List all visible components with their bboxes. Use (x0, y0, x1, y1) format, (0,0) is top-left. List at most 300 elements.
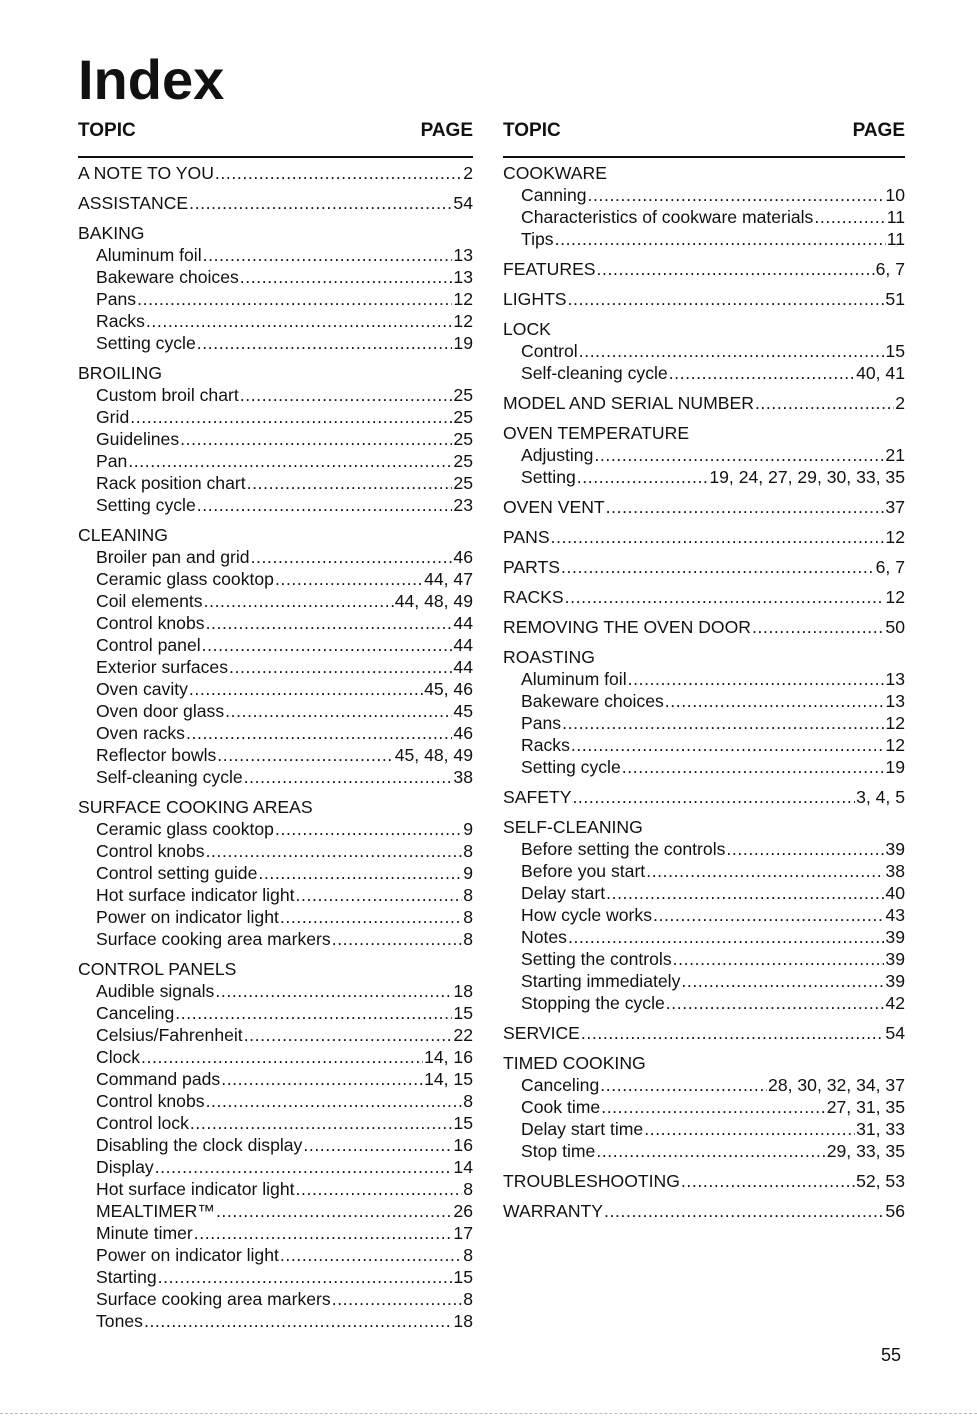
index-entry (78, 1002, 473, 1024)
entry-page: 43 (885, 905, 905, 925)
entry-page: 25 (453, 407, 473, 427)
entry-label: REMOVING THE OVEN DOOR (503, 617, 751, 637)
entry-label: Disabling the clock display (96, 1135, 303, 1155)
dot-leader (275, 568, 423, 590)
entry-page: 8 (463, 1289, 473, 1309)
entry-label: SERVICE (503, 1023, 580, 1043)
dot-leader (280, 1244, 462, 1266)
entry-label: Setting (521, 467, 576, 487)
entry-label: ASSISTANCE (78, 193, 189, 213)
entry-page: 15 (453, 1267, 473, 1287)
index-entry (78, 472, 473, 494)
entry-page: 8 (463, 1091, 473, 1111)
entry-page: 8 (463, 885, 473, 905)
entry-label: Setting cycle (96, 333, 196, 353)
dot-leader (244, 1024, 453, 1046)
index-entry (503, 1140, 905, 1162)
index-entry (78, 818, 473, 840)
entry-page: 45, 46 (424, 679, 473, 699)
index-entry (503, 556, 905, 578)
entry-page: 42 (885, 993, 905, 1013)
entry-label: Pan (96, 451, 128, 471)
entry-label: Canceling (96, 1003, 175, 1023)
index-entry (78, 568, 473, 590)
entry-page: 6, 7 (875, 259, 905, 279)
index-groups-left (78, 162, 473, 1332)
index-column-left (78, 120, 473, 1332)
entry-page: 13 (885, 669, 905, 689)
entry-label: Rack position chart (96, 473, 246, 493)
entry-page: 31, 33 (856, 1119, 905, 1139)
entry-label: Pans (96, 289, 137, 309)
dot-leader (141, 1046, 423, 1068)
dot-leader (251, 546, 453, 568)
entry-page: 46 (453, 723, 473, 743)
index-entry (503, 526, 905, 548)
dot-leader (303, 1134, 452, 1156)
entry-page: 37 (885, 497, 905, 517)
entry-label: OVEN VENT (503, 497, 605, 517)
page-header: PAGE (420, 120, 473, 141)
entry-label: Delay start (521, 883, 606, 903)
index-entry (78, 1134, 473, 1156)
entry-page: 44 (453, 635, 473, 655)
index-group (503, 258, 905, 280)
entry-label: MODEL AND SERIAL NUMBER (503, 393, 754, 413)
entry-page: 12 (885, 713, 905, 733)
dot-leader (555, 228, 886, 250)
dot-leader (258, 862, 462, 884)
index-entry (78, 766, 473, 788)
index-entry (503, 690, 905, 712)
entry-page: 19, 24, 27, 29, 30, 33, 35 (709, 467, 905, 487)
dot-leader (577, 466, 709, 488)
dot-leader (240, 266, 453, 288)
entry-label: Command pads (96, 1069, 221, 1089)
entry-label: TROUBLESHOOTING (503, 1171, 680, 1191)
entry-label: Control knobs (96, 841, 205, 861)
dot-leader (186, 722, 452, 744)
entry-label: Bakeware choices (96, 267, 239, 287)
entry-page: 14 (453, 1157, 473, 1177)
bottom-edge (0, 1413, 977, 1414)
index-entry (78, 288, 473, 310)
entry-label: MEALTIMER™ (96, 1201, 215, 1221)
page-title: Index (78, 48, 225, 111)
dot-leader (665, 690, 885, 712)
column-header (78, 120, 473, 146)
index-entry (503, 392, 905, 414)
entry-page: 12 (885, 587, 905, 607)
dot-leader (579, 340, 885, 362)
dot-leader (217, 744, 393, 766)
index-group (503, 162, 905, 250)
index-entry (78, 744, 473, 766)
entry-page: 25 (453, 451, 473, 471)
dot-leader (653, 904, 884, 926)
topic-header: TOPIC (78, 120, 136, 141)
entry-page: 39 (885, 971, 905, 991)
index-heading: CLEANING (78, 525, 168, 545)
entry-page: 14, 16 (424, 1047, 473, 1067)
index-entry (78, 1266, 473, 1288)
dot-leader (606, 496, 885, 518)
dot-leader (202, 634, 453, 656)
index-entry (503, 904, 905, 926)
entry-page: 23 (453, 495, 473, 515)
entry-page: 39 (885, 839, 905, 859)
dot-leader (568, 288, 885, 310)
entry-page: 12 (453, 289, 473, 309)
entry-page: 11 (886, 229, 905, 249)
entry-label: Oven racks (96, 723, 185, 743)
dot-leader (681, 1170, 855, 1192)
index-entry (78, 840, 473, 862)
entry-page: 54 (885, 1023, 905, 1043)
column-header (503, 120, 905, 146)
index-entry (503, 756, 905, 778)
index-entry (78, 884, 473, 906)
index-group (78, 796, 473, 950)
dot-leader (562, 712, 884, 734)
entry-page: 9 (463, 819, 473, 839)
entry-label: Stop time (521, 1141, 596, 1161)
entry-label: Power on indicator light (96, 907, 279, 927)
entry-label: Pans (521, 713, 562, 733)
entry-label: Coil elements (96, 591, 203, 611)
index-entry (78, 980, 473, 1002)
entry-label: Surface cooking area markers (96, 929, 331, 949)
index-entry (503, 228, 905, 250)
entry-label: Racks (521, 735, 570, 755)
entry-page: 18 (453, 981, 473, 1001)
entry-label: Reflector bowls (96, 745, 217, 765)
entry-label: Canceling (521, 1075, 600, 1095)
dot-leader (726, 838, 884, 860)
index-entry (78, 384, 473, 406)
index-entry (503, 786, 905, 808)
page-header: PAGE (852, 120, 905, 141)
dot-leader (247, 472, 453, 494)
index-group (503, 1170, 905, 1192)
entry-page: 18 (453, 1311, 473, 1331)
index-entry (503, 882, 905, 904)
index-entry (78, 1068, 473, 1090)
index-entry (503, 616, 905, 638)
entry-label: Cook time (521, 1097, 601, 1117)
dot-leader (296, 1178, 463, 1200)
index-group (503, 1052, 905, 1162)
entry-page: 9 (463, 863, 473, 883)
dot-leader (215, 980, 452, 1002)
index-group (503, 586, 905, 608)
entry-page: 25 (453, 473, 473, 493)
entry-label: LIGHTS (503, 289, 567, 309)
entry-page: 27, 31, 35 (826, 1097, 905, 1117)
dot-leader (206, 612, 453, 634)
index-group (503, 616, 905, 638)
dot-leader (229, 656, 452, 678)
entry-label: Broiler pan and grid (96, 547, 250, 567)
dot-leader (144, 1310, 452, 1332)
index-entry (78, 906, 473, 928)
entry-page: 8 (463, 841, 473, 861)
entry-page: 26 (453, 1201, 473, 1221)
dot-leader (203, 244, 453, 266)
entry-page: 8 (463, 907, 473, 927)
index-entry (78, 1244, 473, 1266)
entry-page: 13 (453, 245, 473, 265)
entry-page: 46 (453, 547, 473, 567)
index-group (503, 816, 905, 1014)
index-entry (78, 1178, 473, 1200)
entry-label: Clock (96, 1047, 140, 1067)
entry-label: Exterior surfaces (96, 657, 228, 677)
index-entry (503, 1074, 905, 1096)
index-entry (503, 184, 905, 206)
entry-label: Self-cleaning cycle (96, 767, 243, 787)
index-group (503, 422, 905, 488)
index-entry (78, 162, 473, 184)
index-entry (78, 406, 473, 428)
index-entry (78, 722, 473, 744)
entry-label: Control (521, 341, 578, 361)
entry-page: 40 (885, 883, 905, 903)
index-entry (503, 970, 905, 992)
entry-label: Setting cycle (521, 757, 621, 777)
dot-leader (581, 1022, 885, 1044)
entry-label: Control panel (96, 635, 201, 655)
entry-page: 44 (453, 613, 473, 633)
index-entry (78, 450, 473, 472)
header-rule (78, 156, 473, 158)
entry-label: Celsius/Fahrenheit (96, 1025, 243, 1045)
dot-leader (197, 332, 453, 354)
entry-page: 19 (453, 333, 473, 353)
entry-label: Setting the controls (521, 949, 672, 969)
entry-page: 38 (453, 767, 473, 787)
entry-label: Delay start time (521, 1119, 644, 1139)
entry-page: 54 (453, 193, 473, 213)
dot-leader (221, 1068, 423, 1090)
index-entry (78, 332, 473, 354)
dot-leader (551, 526, 885, 548)
entry-page: 19 (885, 757, 905, 777)
entry-label: Control setting guide (96, 863, 258, 883)
entry-label: RACKS (503, 587, 564, 607)
index-entry (78, 678, 473, 700)
index-entry (503, 444, 905, 466)
index-entry (503, 362, 905, 384)
entry-label: Power on indicator light (96, 1245, 279, 1265)
dot-leader (755, 392, 894, 414)
index-group (503, 646, 905, 778)
index-entry (78, 656, 473, 678)
entry-label: Tones (96, 1311, 143, 1331)
index-entry (78, 244, 473, 266)
dot-leader (204, 590, 394, 612)
index-groups-right (503, 162, 905, 1222)
entry-label: Minute timer (96, 1223, 193, 1243)
entry-page: 13 (885, 691, 905, 711)
entry-page: 12 (453, 311, 473, 331)
dot-leader (565, 586, 885, 608)
entry-page: 10 (885, 185, 905, 205)
index-entry (78, 700, 473, 722)
entry-label: A NOTE TO YOU (78, 163, 214, 183)
entry-label: PARTS (503, 557, 561, 577)
entry-page: 15 (453, 1113, 473, 1133)
index-heading: ROASTING (503, 647, 595, 667)
entry-label: Racks (96, 311, 145, 331)
entry-label: Surface cooking area markers (96, 1289, 331, 1309)
entry-label: Display (96, 1157, 154, 1177)
dot-leader (666, 992, 885, 1014)
entry-label: Control knobs (96, 613, 205, 633)
entry-page: 12 (885, 527, 905, 547)
index-group (503, 318, 905, 384)
dot-leader (601, 1096, 826, 1118)
entry-page: 12 (885, 735, 905, 755)
index-entry (78, 494, 473, 516)
entry-page: 25 (453, 385, 473, 405)
dot-leader (197, 494, 453, 516)
entry-page: 56 (885, 1201, 905, 1221)
dot-leader (588, 184, 885, 206)
entry-label: Starting immediately (521, 971, 681, 991)
dot-leader (280, 906, 462, 928)
entry-page: 8 (463, 1245, 473, 1265)
entry-page: 45, 48, 49 (394, 745, 473, 765)
entry-page: 2 (895, 393, 905, 413)
index-entry (78, 928, 473, 950)
entry-label: Oven cavity (96, 679, 188, 699)
entry-label: Self-cleaning cycle (521, 363, 668, 383)
dot-leader (600, 1074, 767, 1096)
entry-page: 39 (885, 949, 905, 969)
dot-leader (215, 162, 462, 184)
index-entry (503, 496, 905, 518)
index-group (503, 1200, 905, 1222)
dot-leader (646, 860, 884, 882)
index-entry (503, 948, 905, 970)
dot-leader (571, 734, 885, 756)
dot-leader (572, 786, 855, 808)
entry-label: Tips (521, 229, 554, 249)
index-entry (78, 266, 473, 288)
index-entry (503, 466, 905, 488)
entry-label: Hot surface indicator light (96, 1179, 295, 1199)
dot-leader (673, 948, 885, 970)
entry-label: Guidelines (96, 429, 180, 449)
index-entry (503, 860, 905, 882)
entry-page: 40, 41 (856, 363, 905, 383)
header-rule (503, 156, 905, 158)
dot-leader (175, 1002, 452, 1024)
index-entry (78, 1200, 473, 1222)
dot-leader (189, 192, 452, 214)
entry-page: 8 (463, 929, 473, 949)
index-group (503, 392, 905, 414)
entry-label: Starting (96, 1267, 157, 1287)
dot-leader (604, 1200, 884, 1222)
index-group (78, 192, 473, 214)
dot-leader (332, 1288, 463, 1310)
entry-label: Ceramic glass cooktop (96, 819, 274, 839)
index-entry (503, 668, 905, 690)
index-entry (78, 1046, 473, 1068)
index-heading: SELF-CLEANING (503, 817, 643, 837)
entry-page: 2 (463, 163, 473, 183)
entry-page: 45 (453, 701, 473, 721)
index-entry (78, 634, 473, 656)
entry-label: Setting cycle (96, 495, 196, 515)
dot-leader (128, 450, 452, 472)
dot-leader (568, 926, 884, 948)
index-heading: OVEN TEMPERATURE (503, 423, 690, 443)
index-entry (503, 1170, 905, 1192)
index-entry (78, 1288, 473, 1310)
index-entry (78, 1310, 473, 1332)
entry-page: 25 (453, 429, 473, 449)
entry-label: Oven door glass (96, 701, 225, 721)
index-group (503, 556, 905, 578)
index-heading: COOKWARE (503, 163, 607, 183)
index-group (503, 288, 905, 310)
index-heading: SURFACE COOKING AREAS (78, 797, 313, 817)
entry-label: Adjusting (521, 445, 594, 465)
index-group (78, 222, 473, 354)
dot-leader (194, 1222, 453, 1244)
entry-label: Hot surface indicator light (96, 885, 295, 905)
entry-label: Aluminum foil (96, 245, 202, 265)
index-entry (503, 734, 905, 756)
index-entry (503, 258, 905, 280)
dot-leader (644, 1118, 855, 1140)
entry-page: 28, 30, 32, 34, 37 (768, 1075, 905, 1095)
entry-page: 22 (453, 1025, 473, 1045)
index-heading: BAKING (78, 223, 145, 243)
entry-page: 51 (885, 289, 905, 309)
entry-label: How cycle works (521, 905, 652, 925)
dot-leader (189, 678, 423, 700)
entry-page: 52, 53 (856, 1171, 905, 1191)
index-entry (503, 1096, 905, 1118)
entry-page: 11 (886, 207, 905, 227)
entry-page: 50 (885, 617, 905, 637)
index-group (503, 526, 905, 548)
index-group (503, 1022, 905, 1044)
entry-label: FEATURES (503, 259, 596, 279)
entry-page: 6, 7 (875, 557, 905, 577)
entry-page: 15 (453, 1003, 473, 1023)
dot-leader (681, 970, 884, 992)
dot-leader (155, 1156, 453, 1178)
dot-leader (296, 884, 463, 906)
entry-page: 15 (885, 341, 905, 361)
dot-leader (594, 444, 884, 466)
dot-leader (606, 882, 884, 904)
index-entry (78, 310, 473, 332)
entry-label: Canning (521, 185, 587, 205)
index-entry (503, 712, 905, 734)
dot-leader (190, 1112, 453, 1134)
dot-leader (137, 288, 452, 310)
entry-page: 38 (885, 861, 905, 881)
entry-page: 16 (453, 1135, 473, 1155)
index-entry (78, 612, 473, 634)
index-group (78, 958, 473, 1332)
